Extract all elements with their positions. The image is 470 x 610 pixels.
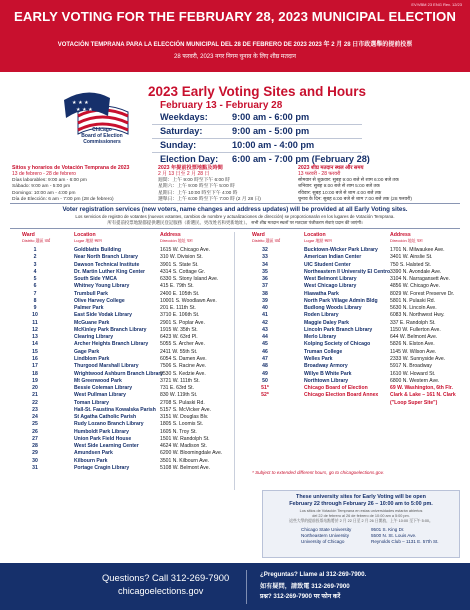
site-location: Lincoln Park Branch Library bbox=[304, 326, 373, 333]
hours-line: शनिवार: सुबह 9:00 बजे से शाम 5:00 बजे तक bbox=[298, 184, 380, 190]
university-notice-spanish: Los sitios de Votación Temprana en estas universidades estarán abiertos bbox=[299, 509, 423, 513]
divider bbox=[10, 228, 460, 229]
ward-number: 23 bbox=[32, 406, 38, 413]
ward-number: 2 bbox=[33, 254, 37, 261]
site-address: 10001 S. Woodlawn Ave. bbox=[160, 297, 217, 304]
site-location: St Agatha Catholic Parish bbox=[74, 414, 137, 421]
logo-city: Chicago bbox=[92, 127, 112, 133]
site-location: Humboldt Park Library bbox=[74, 428, 129, 435]
ward-number: 10 bbox=[32, 312, 38, 319]
location-header: Location Lugar 地點 स्थान bbox=[74, 232, 102, 243]
ward-number: 19 bbox=[32, 377, 38, 384]
ward-number: 21 bbox=[32, 392, 38, 399]
site-address: 1605 N. Troy St. bbox=[160, 428, 197, 435]
site-address: 5630 N. Lincoln Ave. bbox=[390, 305, 437, 312]
site-location: South Side YMCA bbox=[74, 276, 117, 283]
site-address: 830 W. 119th St. bbox=[160, 392, 198, 399]
site-location: Kolping Society of Chicago bbox=[304, 341, 371, 348]
site-location: McGuane Park bbox=[74, 319, 110, 326]
schedule-day: Saturday: bbox=[160, 126, 203, 136]
site-address: 5917 N. Broadway bbox=[390, 363, 432, 370]
footer-website-link[interactable]: chicagoelections.gov bbox=[118, 586, 204, 596]
university-name: Northeastern University bbox=[301, 533, 349, 539]
site-address: 8530 S. Kedzie Ave. bbox=[160, 370, 206, 377]
site-address: 731 E. 63rd St. bbox=[160, 385, 194, 392]
hours-dates: 13 फरवरी - 28 फरवरी bbox=[298, 171, 341, 178]
site-address: 3104 N. Narragansett Ave. bbox=[390, 276, 450, 283]
site-address: 1701 N. Milwaukee Ave. bbox=[390, 247, 445, 253]
ward-number: 38 bbox=[262, 290, 268, 297]
site-location: Kilbourn Park bbox=[74, 457, 108, 464]
ward-number: 4 bbox=[33, 268, 37, 275]
site-address: 6800 N. Western Ave. bbox=[390, 377, 440, 384]
column-divider bbox=[234, 232, 235, 490]
hours-chinese bbox=[158, 165, 261, 203]
divider bbox=[152, 124, 362, 125]
schedule-hours: 9:00 am - 5:00 pm bbox=[232, 126, 310, 136]
site-address: 6200 W. Bloomingdale Ave. bbox=[160, 450, 223, 457]
site-location: Rudy Lozano Branch Library bbox=[74, 421, 144, 428]
ward-number: 12 bbox=[32, 326, 38, 333]
hours-spanish bbox=[12, 165, 129, 203]
ward-header: Ward Distrito 選區 वार्ड bbox=[252, 232, 281, 243]
logo-board: Board of Election Commissioners bbox=[81, 133, 123, 145]
university-address: 5500 N. St. Louis Ave. bbox=[371, 533, 417, 539]
site-address: 7506 S. Racine Ave. bbox=[160, 363, 207, 370]
schedule-day: Sunday: bbox=[160, 140, 197, 150]
schedule-hours: 6:00 am - 7:00 pm (February 28) bbox=[232, 154, 370, 164]
site-address: 5157 S. McVicker Ave. bbox=[160, 406, 212, 413]
address-header: Address Dirección 地址 पता bbox=[160, 232, 193, 243]
ward-number: 25 bbox=[32, 421, 38, 428]
university-notice-line1: These university sites for Early Voting will be open bbox=[296, 494, 426, 500]
address-header: Address Dirección 地址 पता bbox=[390, 232, 423, 243]
site-location: McKinley Park Branch Library bbox=[74, 326, 147, 333]
site-address: 6330 S. Stony Island Ave. bbox=[160, 276, 219, 283]
ward-number: 18 bbox=[32, 370, 38, 377]
schedule-election-day bbox=[160, 154, 370, 164]
site-location: Dr. Martin Luther King Center bbox=[74, 268, 146, 275]
ward-number: 13 bbox=[32, 334, 38, 341]
sites-hours-dates: February 13 - February 28 bbox=[160, 100, 283, 111]
university-notice-chinese: 這些大學的提前投票站點將於 2 月 22 日至 2 月 26 日開放，上午 10:00 至下午 5:00。 bbox=[289, 519, 433, 523]
header-banner bbox=[0, 0, 470, 72]
ward-number: 26 bbox=[32, 428, 38, 435]
ward-number: 42 bbox=[262, 319, 268, 326]
site-location: Truman College bbox=[304, 348, 343, 355]
site-location: Maggie Daley Park bbox=[304, 319, 350, 326]
divider bbox=[10, 203, 460, 204]
site-location: Dawson Technical Institute bbox=[74, 261, 140, 268]
site-location: Trumbull Park bbox=[74, 290, 108, 297]
footer-bar bbox=[0, 563, 470, 610]
ward-number: 5 bbox=[33, 276, 37, 283]
schedule-day: Election Day: bbox=[160, 154, 219, 164]
site-address: 750 S. Halsted St. bbox=[390, 261, 432, 268]
ward-number: 16 bbox=[32, 355, 38, 362]
site-location: Willye B White Park bbox=[304, 370, 352, 377]
site-location: Clearing Library bbox=[74, 334, 114, 341]
university-address: 9501 S. King Dr. bbox=[371, 527, 405, 532]
site-address: 3501 N. Kilbourn Ave. bbox=[160, 457, 210, 464]
hours-line: चुनाव के दिन: सुबह 6:00 बजे से शाम 7:00 बजे तक (28 फरवरी) bbox=[298, 197, 412, 203]
site-address: 5055 S. Archer Ave. bbox=[160, 341, 205, 348]
site-location: Chicago Election Board Annex bbox=[304, 392, 379, 399]
site-address: 3901 S. State St. bbox=[160, 261, 199, 268]
ward-number: 49 bbox=[262, 370, 268, 377]
site-location: Union Park Field House bbox=[74, 435, 132, 442]
hours-line: 星期六：上午 9:00 時至下午 5:00 時 bbox=[158, 184, 235, 190]
site-location: Merlo Library bbox=[304, 334, 337, 341]
university-addresses bbox=[371, 527, 439, 546]
hours-line: रविवार: सुबह 10:00 बजे से शाम 4:00 बजे तक bbox=[298, 190, 382, 196]
registration-notice-spanish: Los servicios de registro de votantes (nuevos votantes, cambios de nombre y actualizaciones de dirección) se proporcionarán en los lugares de Votación Temprana. bbox=[75, 214, 395, 219]
site-location: Roden Library bbox=[304, 312, 339, 319]
divider bbox=[152, 152, 362, 153]
site-location: Hall-St. Faustina Kowalska Parish bbox=[74, 406, 156, 413]
divider bbox=[246, 570, 247, 604]
ward-number: 15 bbox=[32, 348, 38, 355]
form-number: EV/VBM 23 ENG Rev. 12/23 bbox=[411, 2, 462, 7]
schedule-hours: 9:00 am - 6:00 pm bbox=[232, 112, 310, 122]
hours-line: 星期日：上午 10:00 時至下午 4:00 時 bbox=[158, 190, 238, 196]
subtitle-spanish-chinese: VOTACIÓN TEMPRANA PARA LA ELECCIÓN MUNICIPAL DEL 28 DE FEBRERO DE 2023 2023 年 2 月 28 日市政選舉的提前投票 bbox=[57, 42, 413, 48]
schedule-saturday bbox=[160, 126, 309, 136]
ward-number: 3 bbox=[33, 261, 37, 268]
site-location: Goldblatts Building bbox=[74, 247, 121, 253]
ward-number: 7 bbox=[33, 290, 37, 297]
hours-line: Sábado: 9:00 am - 5:00 pm bbox=[12, 184, 71, 190]
schedule-day: Weekdays: bbox=[160, 112, 208, 122]
site-address: 4856 W. Chicago Ave. bbox=[390, 283, 441, 290]
site-address: 3401 W. Ainslie St. bbox=[390, 254, 433, 261]
site-location: Northtown Library bbox=[304, 377, 349, 384]
site-location: Broadway Armory bbox=[304, 363, 348, 370]
site-address: 201 E. 111th St. bbox=[160, 305, 196, 312]
ward-number: 44 bbox=[262, 334, 268, 341]
page-title: EARLY VOTING FOR THE FEBRUARY 28, 2023 MUNICIPAL ELECTION bbox=[14, 9, 456, 24]
ward-number: 8 bbox=[33, 297, 37, 304]
footer-questions-spanish: ¿Preguntas? Llame al 312-269-7900. bbox=[260, 571, 367, 578]
schedule-sunday bbox=[160, 140, 314, 150]
site-address: 2333 W. Sunnyside Ave. bbox=[390, 355, 446, 362]
footer-questions-hindi: प्रश्न? 312-269-7900 पर फोन करें bbox=[260, 593, 341, 600]
ward-number: 28 bbox=[32, 443, 38, 450]
schedule-weekdays bbox=[160, 112, 309, 122]
registration-notice-chinese-hindi: 所有提前投票地點都提供選民登記服務（新選民、更改姓名和更新地址）。 सभी शीघ्र मतदान स्थलों पर मतदाता पंजीकरण सेवाएं प्रदान की जाएंगी। bbox=[107, 220, 363, 225]
footer-questions-chinese: 如有疑問，請致電 312-269-7900 bbox=[260, 583, 350, 590]
site-address: 3721 W. 111th St. bbox=[160, 377, 200, 384]
site-address: 1501 W. Randolph St. bbox=[160, 435, 210, 442]
ward-number: 50 bbox=[262, 377, 268, 384]
sites-hours-title: 2023 Early Voting Sites and Hours bbox=[148, 84, 367, 99]
ward-number: 40 bbox=[262, 305, 268, 312]
ward-number: 47 bbox=[262, 355, 268, 362]
university-name: University of Chicago bbox=[301, 539, 345, 545]
university-name: Chicago State University bbox=[301, 527, 352, 532]
ward-number: 33 bbox=[262, 254, 268, 261]
location-header: Location Lugar 地點 स्थान bbox=[304, 232, 332, 243]
site-location: Chicago Board of Election bbox=[304, 385, 368, 392]
svg-text:★ ★ ★: ★ ★ ★ bbox=[76, 107, 93, 113]
site-address: 4624 W. Madison St. bbox=[160, 443, 207, 450]
site-location: West Side Learning Center bbox=[74, 443, 139, 450]
site-location: West Pullman Library bbox=[74, 392, 126, 399]
site-location: Olive Harvey College bbox=[74, 297, 125, 304]
hours-line: Domingo: 10:00 am - 4:00 pm bbox=[12, 190, 76, 196]
site-address: 6423 W. 63rd Pl. bbox=[160, 334, 198, 341]
site-address: 5826 N. Elston Ave. bbox=[390, 341, 435, 348]
hours-line: 週間：上午 9:00 時至下午 6:00 時 bbox=[158, 177, 230, 183]
site-location: Wrightwood Ashburn Branch Library bbox=[74, 370, 164, 377]
site-location: American Indian Center bbox=[304, 254, 362, 261]
ward-number: 46 bbox=[262, 348, 268, 355]
site-address: 5108 W. Belmont Ave. bbox=[160, 464, 211, 471]
ward-number: 9 bbox=[33, 305, 37, 312]
site-location: Bessie Coleman Library bbox=[74, 385, 133, 392]
hours-line: Días laborables: 9:00 am - 6:00 pm bbox=[12, 177, 87, 183]
ward-number: 41 bbox=[262, 312, 268, 319]
site-location: West Chicago Library bbox=[304, 283, 357, 290]
site-address: 1610 W. Howard St. bbox=[390, 370, 436, 377]
site-address: 3390 N. Avondale Ave. bbox=[390, 268, 442, 275]
ward-number: 22 bbox=[32, 399, 38, 406]
hours-hindi bbox=[298, 165, 412, 203]
site-address: ("Loop Super Site") bbox=[390, 399, 438, 406]
schedule-hours: 10:00 am - 4:00 pm bbox=[232, 140, 315, 150]
site-location: Thurgood Marshall Library bbox=[74, 363, 139, 370]
hours-heading: Sitios y horarios de Votación Temprana de 2023 bbox=[12, 165, 130, 171]
logo-text bbox=[62, 127, 142, 145]
ward-number: 27 bbox=[32, 435, 38, 442]
site-address: 310 W. Division St. bbox=[160, 254, 203, 261]
site-address: 3151 W. Douglas Blv. bbox=[160, 414, 209, 421]
hours-line: 選舉日：上午 6:00 時至下午 7:00 時 (2 月 28 日) bbox=[158, 197, 261, 203]
ward-number: 1 bbox=[33, 247, 37, 253]
site-location: West Belmont Library bbox=[304, 276, 357, 283]
site-location: Amundsen Park bbox=[74, 450, 113, 457]
site-location: Near North Branch Library bbox=[74, 254, 138, 261]
ward-number: 48 bbox=[262, 363, 268, 370]
site-address: 8029 W. Forest Preserve Dr. bbox=[390, 290, 455, 297]
ward-number: 36 bbox=[262, 276, 268, 283]
site-address: 6054 S. Damen Ave. bbox=[160, 355, 207, 362]
ward-header: Ward Distrito 選區 वार्ड bbox=[22, 232, 51, 243]
university-address: Reynolds Club – 1131 E. 57th St. bbox=[371, 539, 439, 545]
site-address: 2901 S. Poplar Ave. bbox=[160, 319, 205, 326]
site-address: 1615 W. Chicago Ave. bbox=[160, 247, 211, 253]
ward-number: 32 bbox=[262, 247, 268, 253]
svg-text:★ ★ ★: ★ ★ ★ bbox=[72, 100, 89, 106]
site-address: 1805 S. Loomis St. bbox=[160, 421, 204, 428]
site-location: Lindblom Park bbox=[74, 355, 110, 362]
site-location: Archer Heights Branch Library bbox=[74, 341, 149, 348]
site-location: North Park Village Admin Bldg bbox=[304, 297, 378, 304]
site-location: Bucktown-Wicker Park Library bbox=[304, 247, 378, 253]
site-address: 69 W. Washington, 6th Flr. bbox=[390, 385, 453, 392]
site-address: 2411 W. 55th St. bbox=[160, 348, 198, 355]
ward-number: 17 bbox=[32, 363, 38, 370]
site-address: 3710 E. 106th St. bbox=[160, 312, 200, 319]
ward-number: 45 bbox=[262, 341, 268, 348]
ward-number: 52* bbox=[261, 392, 269, 399]
site-address: Clark & Lake – 161 N. Clark bbox=[390, 392, 456, 399]
site-address: 644 W. Belmont Ave. bbox=[390, 334, 438, 341]
ward-number: 29 bbox=[32, 450, 38, 457]
site-address: 1915 W. 35th St. bbox=[160, 326, 198, 333]
ward-number: 31 bbox=[32, 464, 38, 471]
site-location: Whitney Young Library bbox=[74, 283, 130, 290]
divider bbox=[152, 138, 362, 139]
site-location: Northeastern Il University El Centro bbox=[304, 268, 391, 275]
hours-heading: 2023 年提前投票地點及時間 bbox=[158, 165, 223, 171]
university-names bbox=[301, 527, 351, 546]
university-notice-line2: February 22 through February 26 – 10:00 am to 5:00 pm. bbox=[289, 501, 433, 507]
ward-number: 6 bbox=[33, 283, 37, 290]
ward-number: 11 bbox=[32, 319, 38, 326]
hours-dates: 13 de febrero - 28 de febrero bbox=[12, 171, 76, 178]
ward-number: 30 bbox=[32, 457, 38, 464]
ward-number: 34 bbox=[262, 261, 268, 268]
ward-number: 20 bbox=[32, 385, 38, 392]
site-address: 1150 W. Fullerton Ave. bbox=[390, 326, 441, 333]
site-location: Welles Park bbox=[304, 355, 333, 362]
footnote: * Subject to extended different hours, go to chicagoelections.gov. bbox=[252, 470, 384, 475]
site-address: 5801 N. Pulaski Rd. bbox=[390, 297, 436, 304]
site-location: Portage Cragin Library bbox=[74, 464, 130, 471]
ward-number: 14 bbox=[32, 341, 38, 348]
ward-number: 43 bbox=[262, 326, 268, 333]
site-location: Hiawatha Park bbox=[304, 290, 339, 297]
ward-number: 35 bbox=[262, 268, 268, 275]
site-address: 6083 N. Northwest Hwy. bbox=[390, 312, 445, 319]
hours-line: सोमवार से शुक्रवार: सुबह 9:00 बजे से शाम 6:00 बजे तक bbox=[298, 177, 399, 183]
footer-questions: Questions? Call 312-269-7900 bbox=[102, 572, 230, 583]
site-address: 4314 S. Cottage Gr. bbox=[160, 268, 206, 275]
hours-heading: 2023 शीघ्र मतदान स्थल और समय bbox=[298, 165, 364, 171]
site-location: Mt Greenwood Park bbox=[74, 377, 122, 384]
site-location: Budlong Woods Library bbox=[304, 305, 362, 312]
site-location: Gage Park bbox=[74, 348, 100, 355]
ward-number: 39 bbox=[262, 297, 268, 304]
site-location: UIC Student Center bbox=[304, 261, 351, 268]
hours-line: Día de Elección: 6 am - 7:00 pm (28 de febrero) bbox=[12, 197, 114, 203]
hours-dates: 2 月 13 日至 2 月 28 日 bbox=[158, 171, 210, 178]
university-sites-box bbox=[262, 490, 460, 558]
site-location: Palmer Park bbox=[74, 305, 104, 312]
chicago-board-logo bbox=[58, 82, 146, 154]
university-notice-spanish-2: del 22 de febrero al 26 de febrero de 10:00 am a 5:00 pm. bbox=[312, 514, 410, 518]
site-address: 337 E. Randolph St. bbox=[390, 319, 436, 326]
site-address: 2708 S. Pulaski Rd. bbox=[160, 399, 205, 406]
site-location: Toman Library bbox=[74, 399, 110, 406]
site-address: 1145 W. Wilson Ave. bbox=[390, 348, 437, 355]
site-address: 2400 E. 105th St. bbox=[160, 290, 200, 297]
site-location: East Side Vodak Library bbox=[74, 312, 132, 319]
subtitle-hindi: 28 फरवरी, 2023 नगर निगम चुनाव के लिए शीघ्र मतदान bbox=[174, 54, 296, 60]
ward-number: 51* bbox=[261, 385, 269, 392]
ward-number: 24 bbox=[32, 414, 38, 421]
registration-notice: Voter registration services (new voters, name changes and address updates) will be provided at all Early Voting sites. bbox=[62, 206, 408, 213]
site-address: 415 E. 79th St. bbox=[160, 283, 194, 290]
ward-number: 37 bbox=[262, 283, 268, 290]
